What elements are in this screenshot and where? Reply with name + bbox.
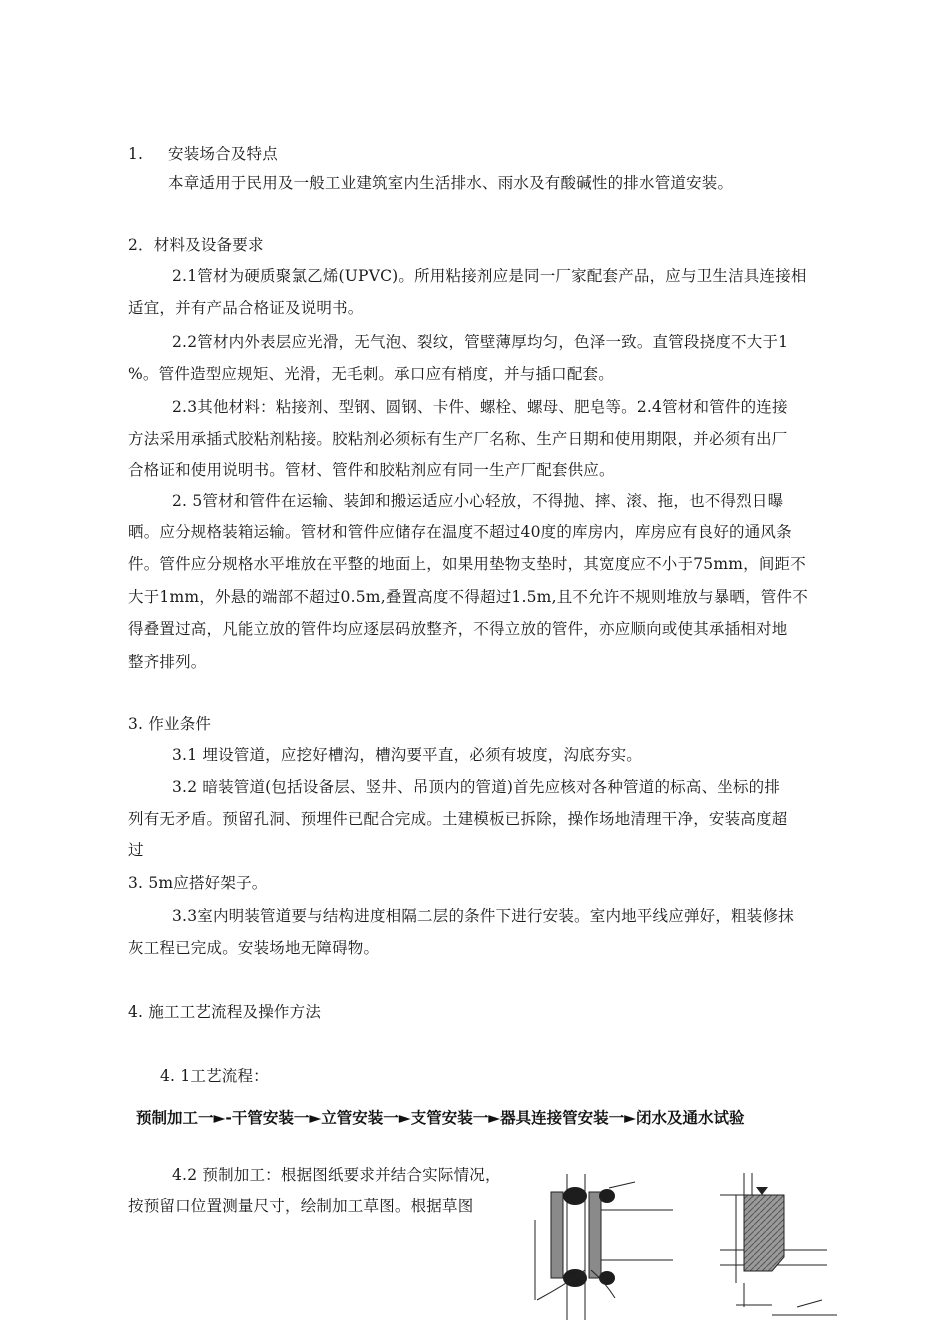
- pipe-sleeve-figure: [525, 1170, 675, 1325]
- para-3-1: 3.1 埋设管道，应挖好槽沟，槽沟要平直，必须有坡度，沟底夯实。: [172, 746, 642, 764]
- para-3-2-line-2: 列有无矛盾。预留孔洞、预埋件已配合完成。土建模板已拆除，操作场地清理干净，安装高度超: [128, 810, 788, 828]
- para-2-1-line-2: 适宜，并有产品合格证及说明书。: [128, 299, 364, 317]
- para-2-5-line-5: 得叠置过高，凡能立放的管件均应逐层码放整齐，不得立放的管件，亦应顺向或使其承插相对地: [128, 620, 788, 638]
- floor-penetration-figure: [712, 1165, 850, 1340]
- section-2-heading: 2．材料及设备要求: [128, 236, 264, 254]
- para-3-2-line-3: 过: [128, 841, 144, 859]
- para-2-5-line-2: 晒。应分规格装箱运输。管材和管件应储存在温度不超过40度的库房内，库房应有良好的通风条: [128, 523, 792, 541]
- para-2-3-line-3: 合格证和使用说明书。管材、管件和胶粘剂应有同一生产厂配套供应。: [128, 461, 615, 479]
- para-2-2-line-1: 2.2管材内外表层应光滑，无气泡、裂纹，管壁薄厚均匀，色泽一致。直管段挠度不大于1: [172, 333, 789, 351]
- section-3-heading: 3. 作业条件: [128, 715, 212, 733]
- para-2-1-line-1: 2.1管材为硬质聚氯乙烯(UPVC)。所用粘接剂应是同一厂家配套产品，应与卫生洁具连接相: [172, 267, 807, 285]
- section-1-number: 1.: [128, 145, 144, 163]
- para-2-5-line-6: 整齐排列。: [128, 653, 207, 671]
- section-1-heading: 安装场合及特点: [168, 145, 278, 163]
- para-4-1: 4. 1工艺流程：: [160, 1067, 269, 1085]
- para-2-5-line-1: 2. 5管材和管件在运输、装卸和搬运适应小心轻放，不得抛、摔、滚、拖，也不得烈日曝: [172, 492, 784, 510]
- para-2-3-line-2: 方法采用承插式胶粘剂粘接。胶粘剂必须标有生产厂名称、生产日期和使用期限，并必须有出厂: [128, 430, 788, 448]
- para-3-2-line-1: 3.2 暗装管道(包括设备层、竖井、吊顶内的管道)首先应核对各种管道的标高、坐标的排: [172, 778, 781, 796]
- para-3-2-line-4: 3. 5m应搭好架子。: [128, 874, 268, 892]
- section-1-paragraph: 本章适用于民用及一般工业建筑室内生活排水、雨水及有酸碱性的排水管道安装。: [168, 174, 734, 192]
- para-2-5-line-3: 件。管件应分规格水平堆放在平整的地面上，如果用垫物支垫时，其宽度应不小于75mm，间距不: [128, 555, 806, 573]
- process-flow-line: 预制加工一►-干管安装一►立管安装一►支管安装一►器具连接管安装一►闭水及通水试验: [136, 1109, 745, 1127]
- section-4-heading: 4. 施工工艺流程及操作方法: [128, 1003, 322, 1021]
- para-2-2-line-2: %。管件造型应规矩、光滑，无毛刺。承口应有梢度，并与插口配套。: [128, 365, 614, 383]
- para-4-2-line-2: 按预留口位置测量尺寸，绘制加工草图。根据草图: [128, 1197, 474, 1215]
- para-3-3-line-1: 3.3室内明装管道要与结构进度相隔二层的条件下进行安装。室内地平线应弹好，粗装修抹: [172, 907, 794, 925]
- para-4-2-line-1: 4.2 预制加工：根据图纸要求并结合实际情况，: [172, 1166, 501, 1184]
- para-2-3-line-1: 2.3其他材料：粘接剂、型钢、圆钢、卡件、螺栓、螺母、肥皂等。2.4管材和管件的连接: [172, 398, 788, 416]
- para-3-3-line-2: 灰工程已完成。安装场地无障碍物。: [128, 939, 380, 957]
- para-2-5-line-4: 大于1mm，外悬的端部不超过0.5m,叠置高度不得超过1.5m,且不允许不规则堆放与暴晒，管件不: [128, 588, 808, 606]
